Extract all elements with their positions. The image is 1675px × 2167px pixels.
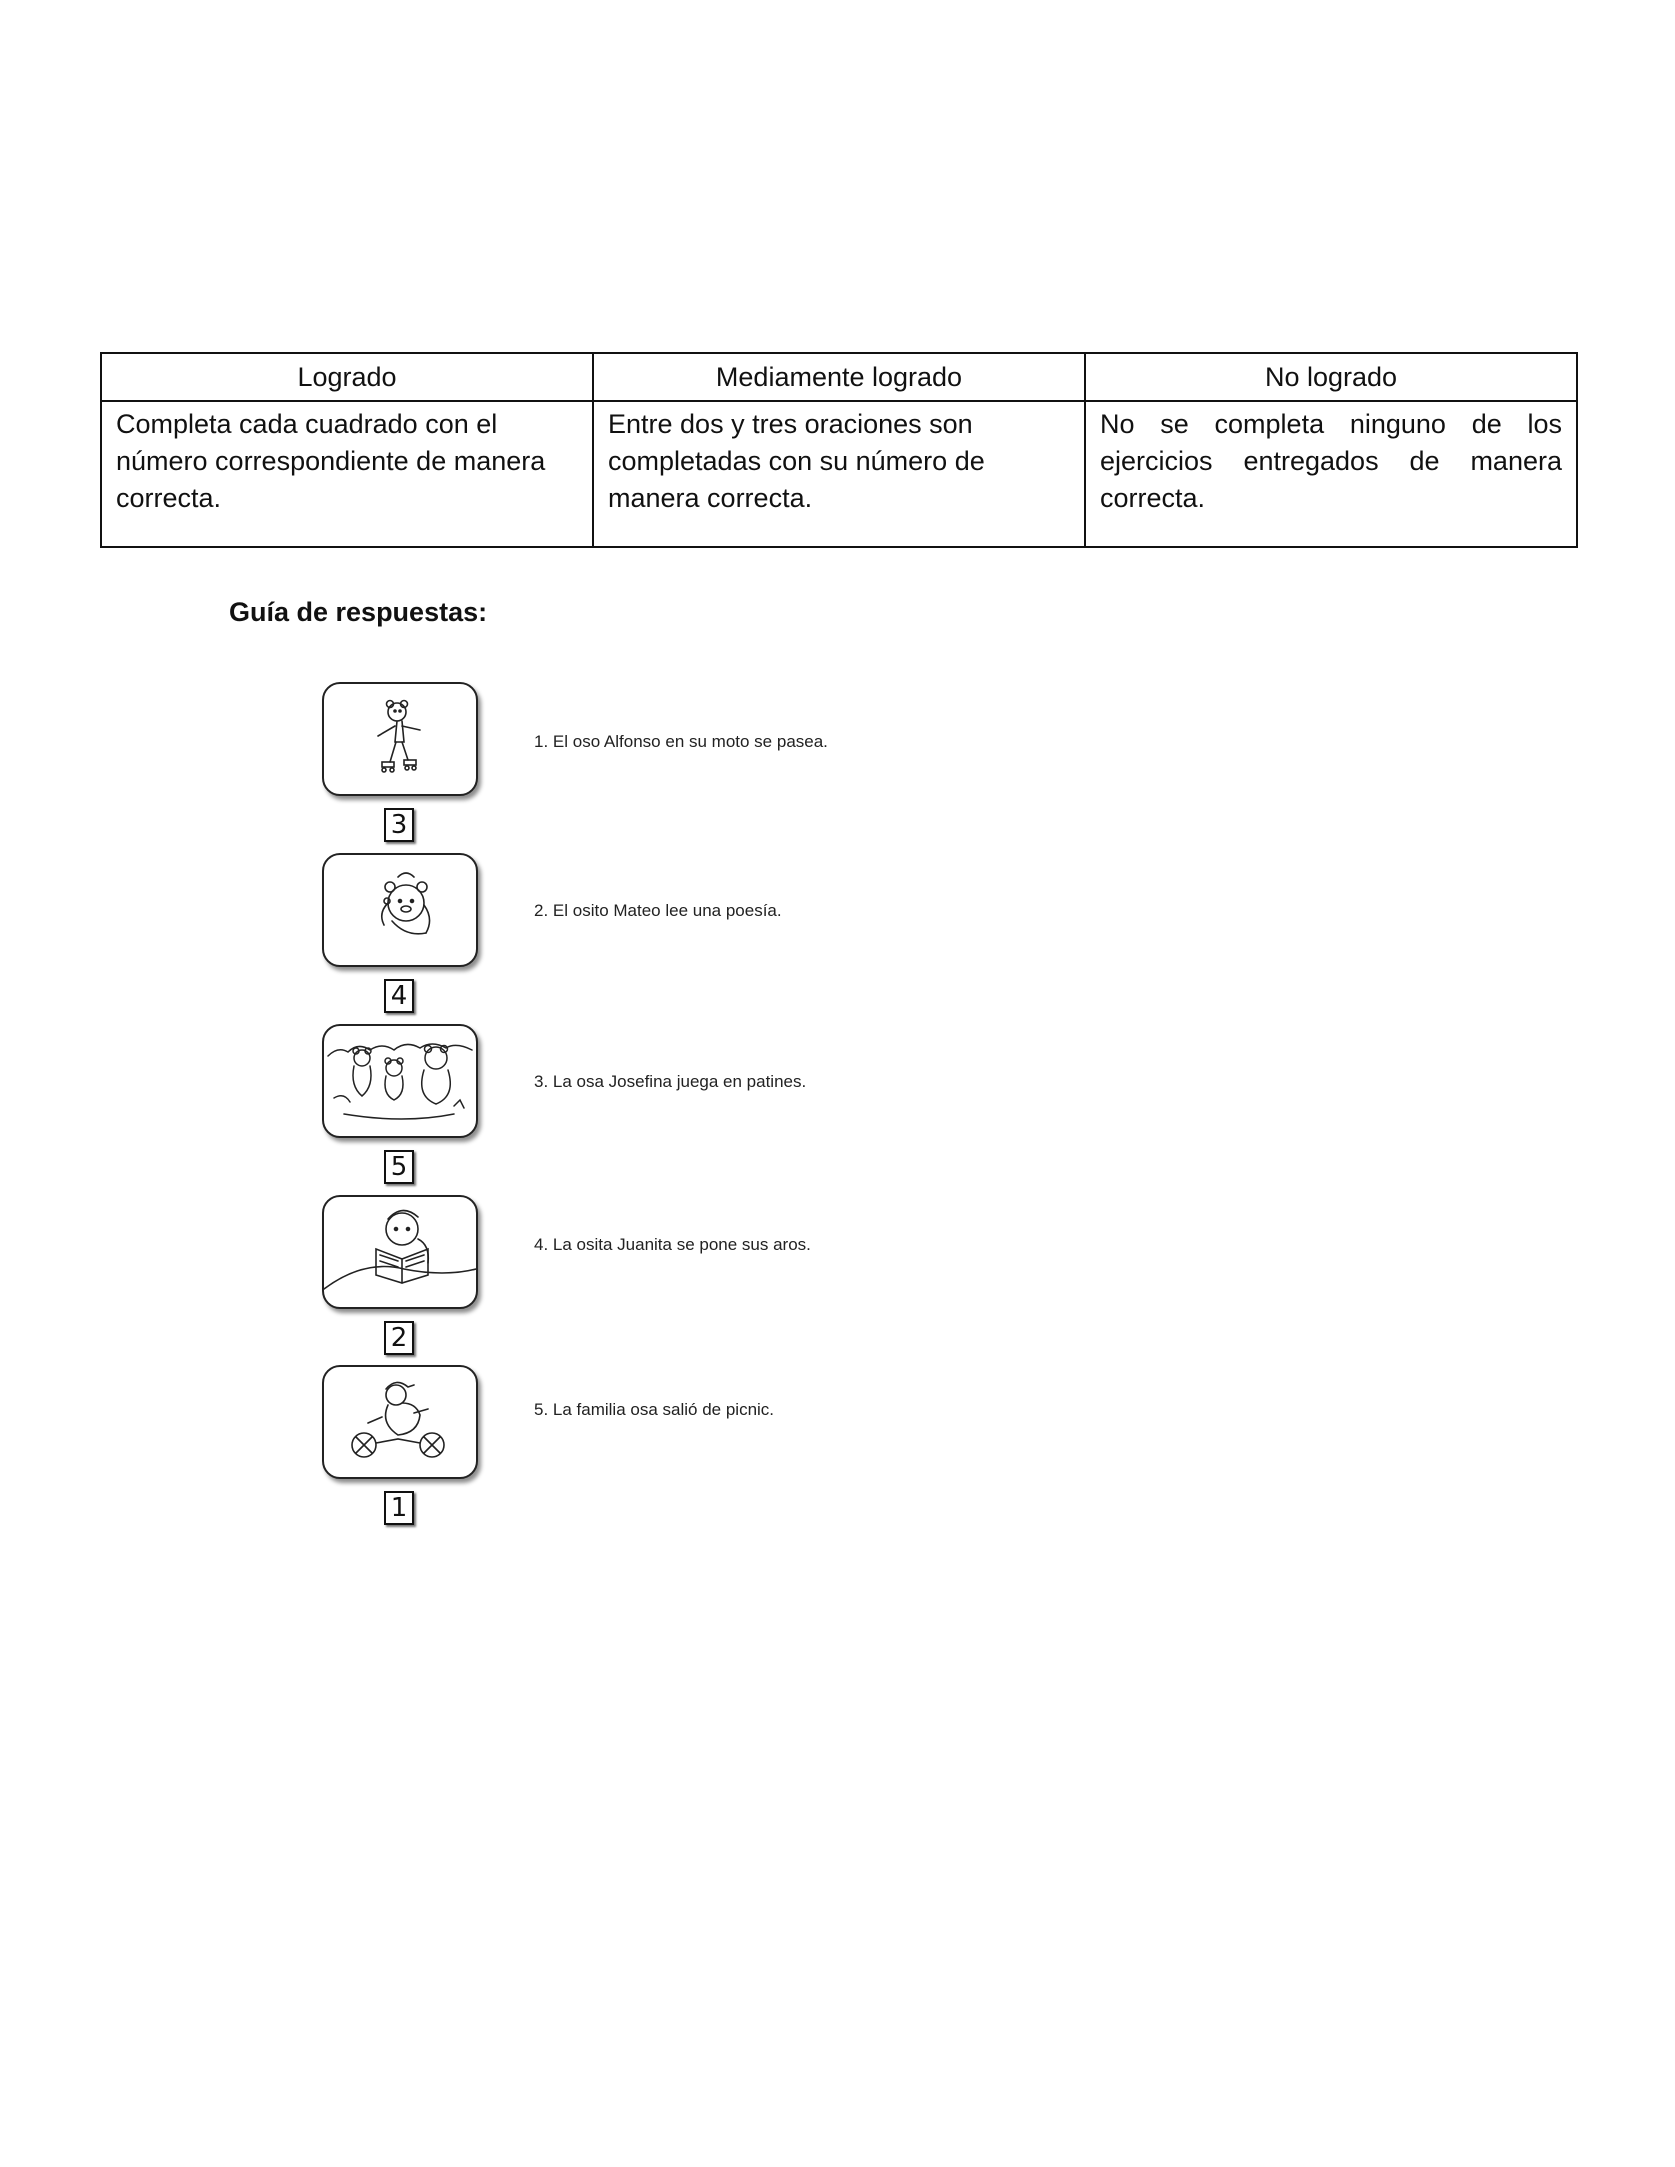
rubric-description-no-logrado: No se completa ninguno de los ejercicios entregados de manera correcta.: [1085, 401, 1577, 547]
sentence-text: 3. La osa Josefina juega en patines.: [534, 1072, 807, 1091]
rubric-description-row: [101, 401, 1577, 547]
rubric-description-logrado: Completa cada cuadrado con el número correspondiente de manera correcta.: [101, 401, 593, 547]
bear-family-picnic-illustration: [322, 1024, 478, 1138]
answer-item: [322, 682, 1122, 852]
rubric-header-logrado: Logrado: [101, 353, 593, 401]
sentence-text: 2. El osito Mateo lee una poesía.: [534, 901, 782, 920]
bear-earrings-illustration: [322, 853, 478, 967]
rubric-description-mediamente-logrado: Entre dos y tres oraciones son completadas con su número de manera correcta.: [593, 401, 1085, 547]
answer-number-box: 3: [384, 808, 414, 842]
rubric-header-mediamente-logrado: Mediamente logrado: [593, 353, 1085, 401]
answer-number-box: 4: [384, 979, 414, 1013]
bear-reading-illustration: [322, 1195, 478, 1309]
rubric-header-no-logrado: No logrado: [1085, 353, 1577, 401]
rubric-header-row: [101, 353, 1577, 401]
sentence-text: 4. La osita Juanita se pone sus aros.: [534, 1235, 811, 1254]
answer-number-box: 5: [384, 1150, 414, 1184]
sentence-text: 1. El oso Alfonso en su moto se pasea.: [534, 732, 828, 751]
answer-number-box: 1: [384, 1491, 414, 1525]
answer-item: [322, 1195, 1122, 1365]
answer-item: [322, 1024, 1122, 1194]
bear-roller-skates-illustration: [322, 682, 478, 796]
answer-item: [322, 1365, 1122, 1535]
answer-number-box: 2: [384, 1321, 414, 1355]
bear-motorcycle-illustration: [322, 1365, 478, 1479]
answer-guide-title: Guía de respuestas:: [229, 597, 488, 627]
sentence-text: 5. La familia osa salió de picnic.: [534, 1400, 775, 1419]
rubric-table: [100, 352, 1578, 548]
answer-item: [322, 853, 1122, 1023]
